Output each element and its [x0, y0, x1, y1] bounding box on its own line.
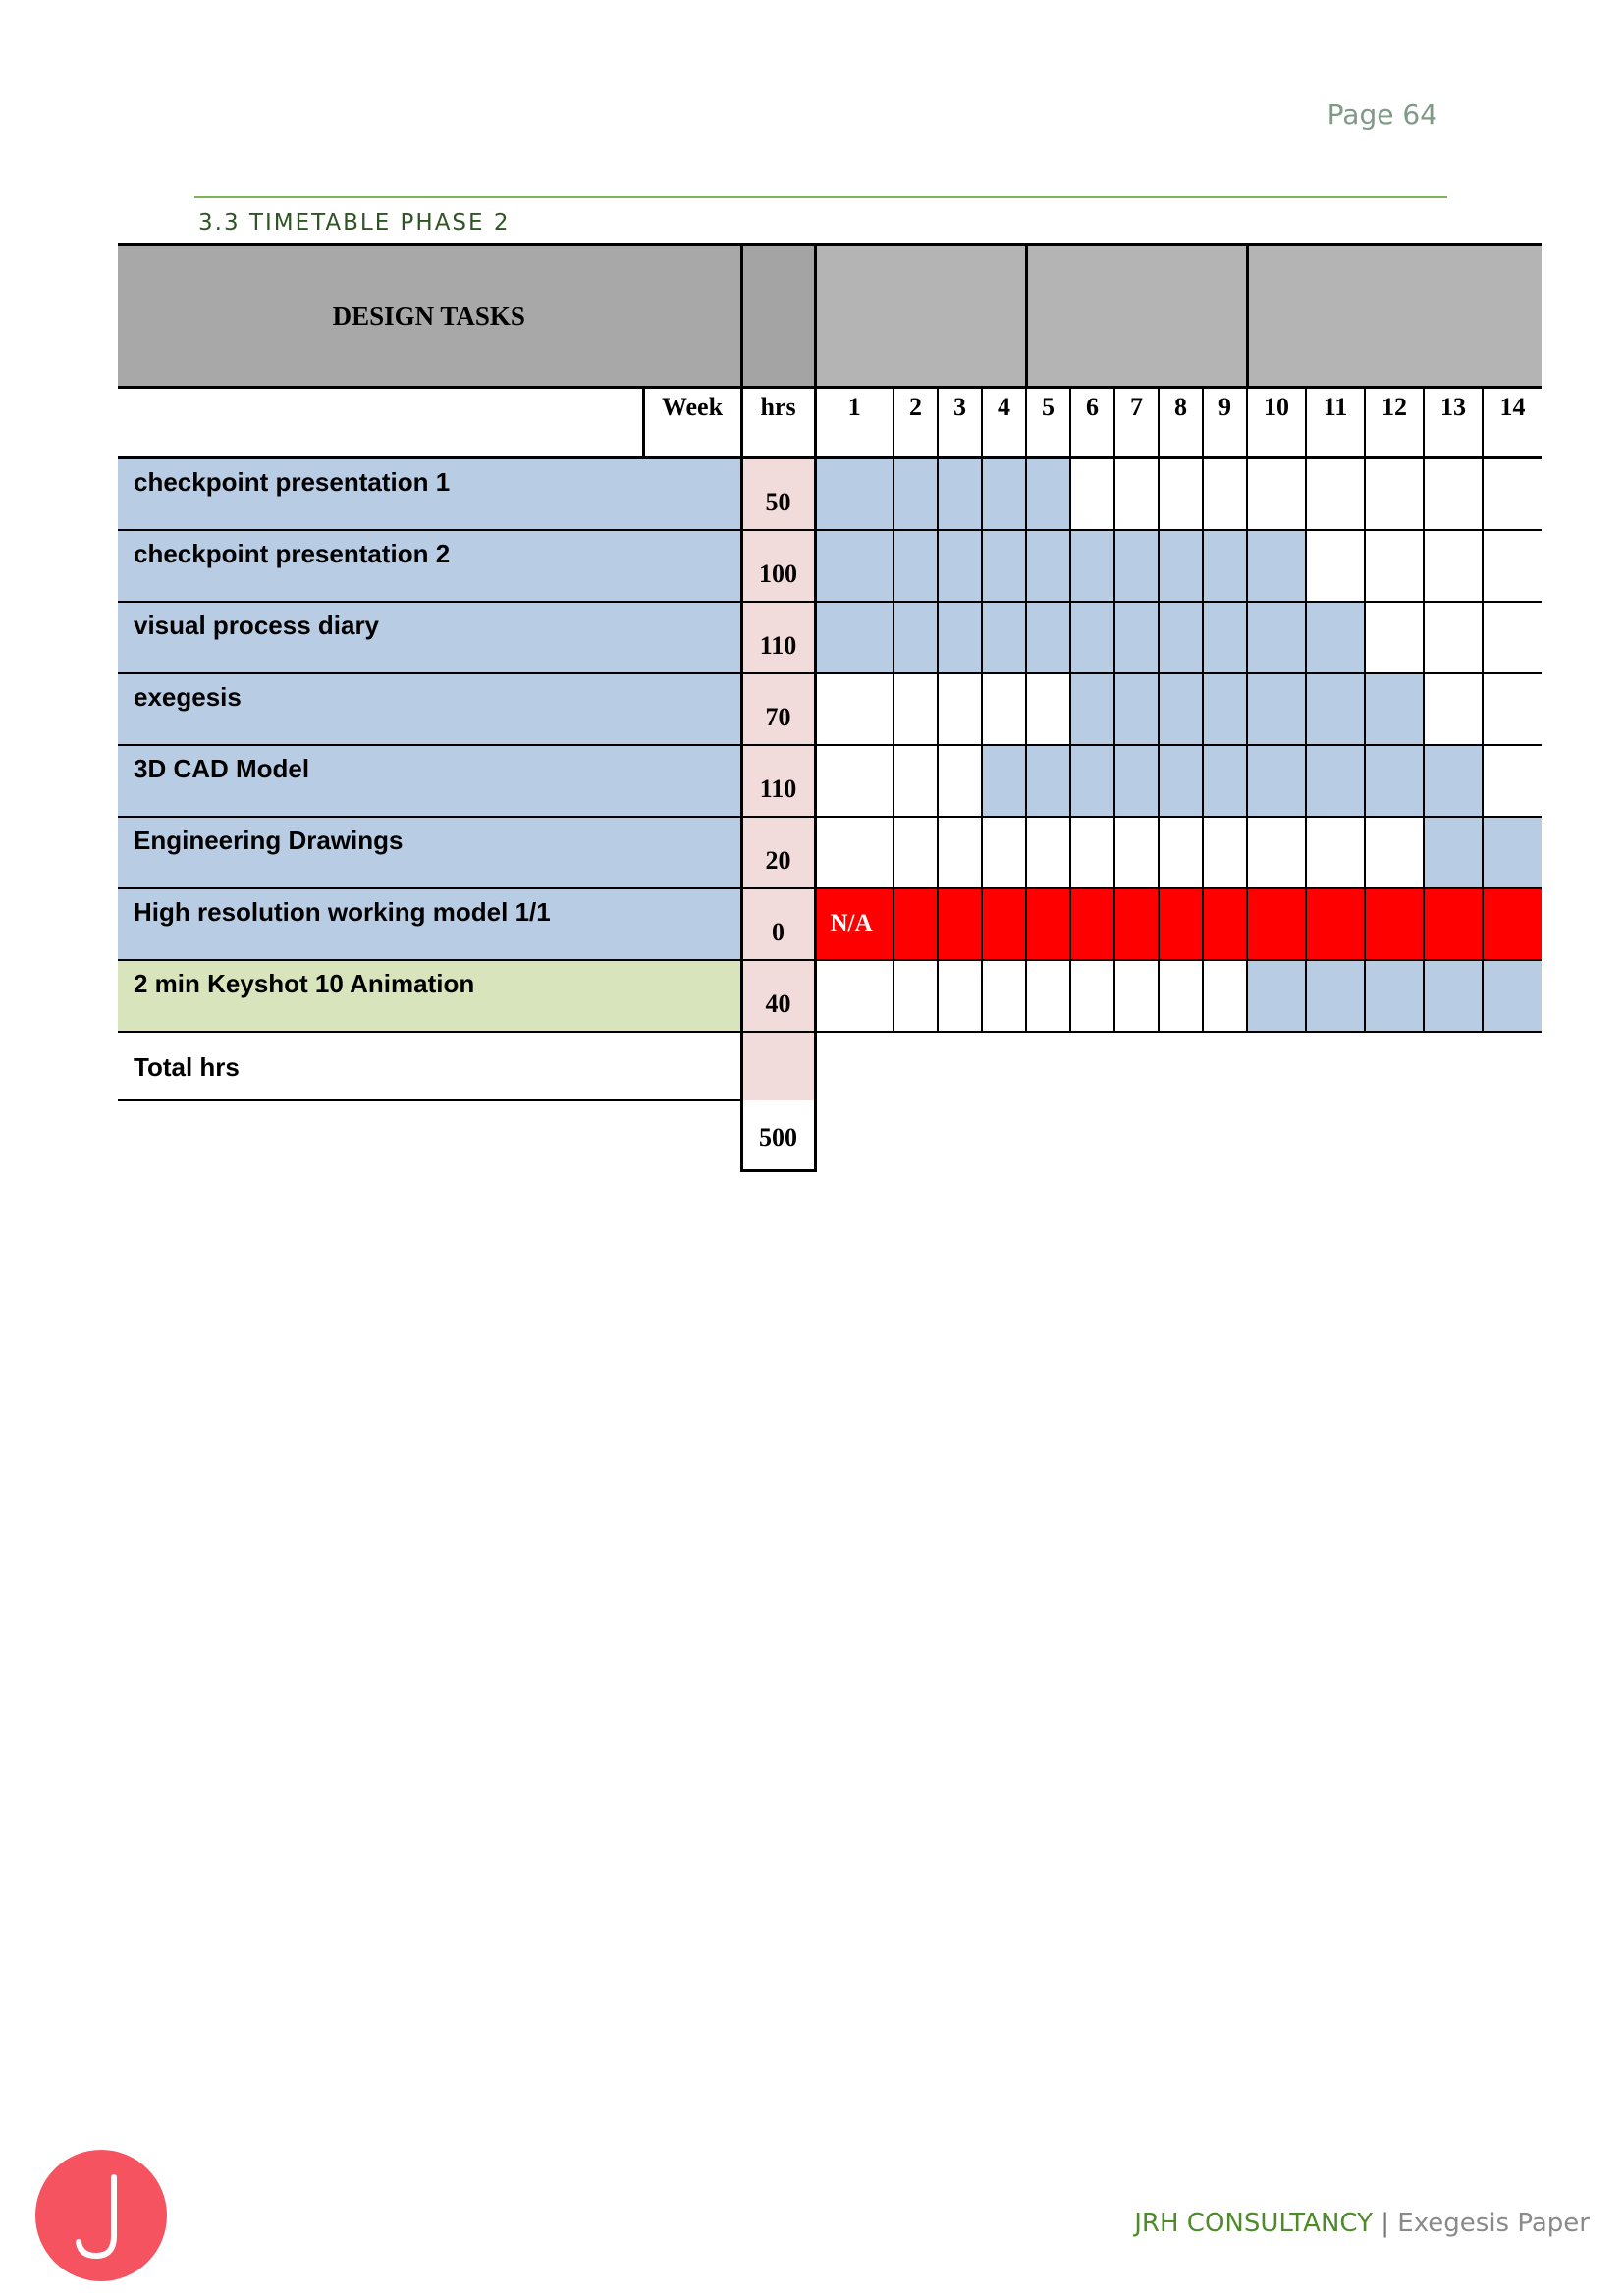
week-cell-active — [1424, 960, 1483, 1032]
week-cell-active — [1159, 673, 1203, 745]
design-tasks-title: DESIGN TASKS — [118, 245, 741, 388]
week-cell — [1365, 817, 1424, 888]
task-name: High resolution working model 1/1 — [118, 888, 741, 960]
week-cell-active — [1247, 530, 1306, 602]
task-hours: 40 — [741, 960, 815, 1032]
footer-separator: | — [1380, 2209, 1389, 2238]
task-name: 3D CAD Model — [118, 745, 741, 817]
week-cell-na — [893, 888, 938, 960]
week-cell-active — [1365, 673, 1424, 745]
task-hours: 20 — [741, 817, 815, 888]
table-row — [118, 458, 1542, 530]
week-cell — [1203, 960, 1247, 1032]
week-number: 2 — [893, 388, 938, 458]
task-hours: 100 — [741, 530, 815, 602]
week-number: 8 — [1159, 388, 1203, 458]
task-hours: 110 — [741, 745, 815, 817]
week-cell-na — [1424, 888, 1483, 960]
week-cell-active — [982, 745, 1026, 817]
hrs-label: hrs — [741, 388, 815, 458]
week-cell — [1247, 817, 1306, 888]
week-cell — [1483, 458, 1542, 530]
week-cell-active — [1306, 602, 1365, 673]
week-cell-active — [1483, 817, 1542, 888]
week-cell — [1247, 458, 1306, 530]
week-cell — [815, 960, 893, 1032]
week-cell-active — [1070, 745, 1114, 817]
week-number: 5 — [1026, 388, 1070, 458]
week-cell-active — [1247, 960, 1306, 1032]
week-cell-active — [1247, 673, 1306, 745]
week-cell-active — [893, 458, 938, 530]
week-cell — [1070, 458, 1114, 530]
week-cell-active — [982, 602, 1026, 673]
week-cell — [815, 745, 893, 817]
week-cell — [938, 745, 982, 817]
total-hrs-value: 500 — [741, 1100, 815, 1171]
week-cell — [1114, 817, 1159, 888]
week-number: 4 — [982, 388, 1026, 458]
week-cell-na — [982, 888, 1026, 960]
page-number: Page 64 — [1326, 98, 1437, 131]
week-cell-active — [1424, 817, 1483, 888]
jrh-logo — [35, 2150, 167, 2281]
week-cell-active — [1483, 960, 1542, 1032]
week-cell-active — [938, 458, 982, 530]
week-cell-na — [1070, 888, 1114, 960]
week-cell — [893, 673, 938, 745]
week-cell-active — [893, 530, 938, 602]
week-cell — [1026, 817, 1070, 888]
week-cell — [982, 817, 1026, 888]
grand-total-row — [118, 1100, 1542, 1171]
task-name: visual process diary — [118, 602, 741, 673]
week-cell — [1070, 960, 1114, 1032]
week-cell-na — [1159, 888, 1203, 960]
week-cell — [1483, 602, 1542, 673]
week-cell — [1365, 602, 1424, 673]
week-cell — [1159, 817, 1203, 888]
week-cell-na — [1483, 888, 1542, 960]
footer — [1134, 2209, 1590, 2238]
week-cell-active — [1365, 745, 1424, 817]
week-cell-na — [1026, 888, 1070, 960]
week-cell-na — [1306, 888, 1365, 960]
week-cell-na — [815, 888, 893, 960]
week-cell-active — [1203, 673, 1247, 745]
week-number: 6 — [1070, 388, 1114, 458]
section-title: 3.3 TIMETABLE PHASE 2 — [198, 210, 511, 236]
na-label: N/A — [830, 910, 873, 936]
week-cell — [1424, 530, 1483, 602]
week-cell — [1114, 960, 1159, 1032]
week-cell-active — [1070, 530, 1114, 602]
week-number: 11 — [1306, 388, 1365, 458]
week-cell — [1365, 530, 1424, 602]
footer-document: Exegesis Paper — [1397, 2209, 1590, 2238]
week-cell-active — [1159, 602, 1203, 673]
task-hours: 50 — [741, 458, 815, 530]
week-number: 12 — [1365, 388, 1424, 458]
week-number: 10 — [1247, 388, 1306, 458]
week-cell-active — [938, 530, 982, 602]
table-row — [118, 888, 1542, 960]
table-row — [118, 745, 1542, 817]
week-cell-na — [1247, 888, 1306, 960]
week-cell-active — [1070, 673, 1114, 745]
week-cell — [893, 817, 938, 888]
week-cell-active — [1247, 602, 1306, 673]
week-number: 14 — [1483, 388, 1542, 458]
week-cell-active — [1114, 530, 1159, 602]
task-rows — [118, 458, 1542, 1032]
task-hours: 110 — [741, 602, 815, 673]
week-cell-active — [1306, 960, 1365, 1032]
week-cell-active — [1070, 602, 1114, 673]
task-name: Engineering Drawings — [118, 817, 741, 888]
week-cell-active — [1159, 530, 1203, 602]
week-number: 9 — [1203, 388, 1247, 458]
week-cell-active — [1247, 745, 1306, 817]
table-row — [118, 530, 1542, 602]
week-cell — [1306, 817, 1365, 888]
week-cell-active — [1114, 745, 1159, 817]
week-cell — [1026, 960, 1070, 1032]
week-cell — [1483, 745, 1542, 817]
week-cell-active — [1026, 602, 1070, 673]
week-cell-active — [1306, 673, 1365, 745]
week-cell — [1306, 458, 1365, 530]
week-cell-active — [1026, 745, 1070, 817]
week-cell-active — [1114, 602, 1159, 673]
total-hrs-label: Total hrs — [118, 1032, 741, 1100]
week-cell-na — [1114, 888, 1159, 960]
week-cell-active — [1159, 745, 1203, 817]
week-cell — [815, 673, 893, 745]
task-hours: 0 — [741, 888, 815, 960]
week-cell — [1026, 673, 1070, 745]
week-cell — [982, 960, 1026, 1032]
week-cell-active — [982, 530, 1026, 602]
week-cell-active — [982, 458, 1026, 530]
task-name: checkpoint presentation 1 — [118, 458, 741, 530]
week-cell-active — [815, 530, 893, 602]
week-cell — [1203, 458, 1247, 530]
week-cell — [1306, 530, 1365, 602]
week-cell — [893, 745, 938, 817]
week-cell-active — [938, 602, 982, 673]
week-cell — [1070, 817, 1114, 888]
week-cell-active — [815, 602, 893, 673]
table-row — [118, 673, 1542, 745]
week-cell — [1114, 458, 1159, 530]
task-name: 2 min Keyshot 10 Animation — [118, 960, 741, 1032]
week-cell-active — [1114, 673, 1159, 745]
footer-company: JRH CONSULTANCY — [1134, 2209, 1373, 2238]
table-title-row — [118, 245, 1542, 388]
timetable — [118, 243, 1542, 1172]
week-cell — [938, 960, 982, 1032]
table-row — [118, 817, 1542, 888]
week-cell-active — [1365, 960, 1424, 1032]
week-cell — [1424, 673, 1483, 745]
week-cell — [1203, 817, 1247, 888]
week-cell-na — [1203, 888, 1247, 960]
week-cell-na — [938, 888, 982, 960]
week-cell — [1483, 673, 1542, 745]
week-cell-active — [893, 602, 938, 673]
week-cell — [938, 673, 982, 745]
week-cell — [1483, 530, 1542, 602]
week-cell — [1424, 458, 1483, 530]
week-cell-active — [815, 458, 893, 530]
week-cell-active — [1306, 745, 1365, 817]
week-cell-active — [1203, 602, 1247, 673]
week-cell-active — [1203, 745, 1247, 817]
week-cell-active — [1026, 530, 1070, 602]
week-cell — [1424, 602, 1483, 673]
task-name: exegesis — [118, 673, 741, 745]
week-number: 13 — [1424, 388, 1483, 458]
week-cell — [982, 673, 1026, 745]
week-number: 1 — [815, 388, 893, 458]
task-hours: 70 — [741, 673, 815, 745]
total-row — [118, 1032, 1542, 1100]
week-cell-active — [1026, 458, 1070, 530]
week-cell-active — [1424, 745, 1483, 817]
week-cell-na — [1365, 888, 1424, 960]
week-cell — [1159, 960, 1203, 1032]
table-row — [118, 960, 1542, 1032]
table-row — [118, 602, 1542, 673]
week-cell — [1159, 458, 1203, 530]
header-rule — [194, 196, 1447, 198]
week-cell-active — [1203, 530, 1247, 602]
week-cell — [1365, 458, 1424, 530]
week-number: 3 — [938, 388, 982, 458]
week-cell — [893, 960, 938, 1032]
week-label: Week — [643, 388, 741, 458]
week-cell — [938, 817, 982, 888]
week-number: 7 — [1114, 388, 1159, 458]
task-name: checkpoint presentation 2 — [118, 530, 741, 602]
week-header-row — [118, 388, 1542, 458]
week-cell — [815, 817, 893, 888]
